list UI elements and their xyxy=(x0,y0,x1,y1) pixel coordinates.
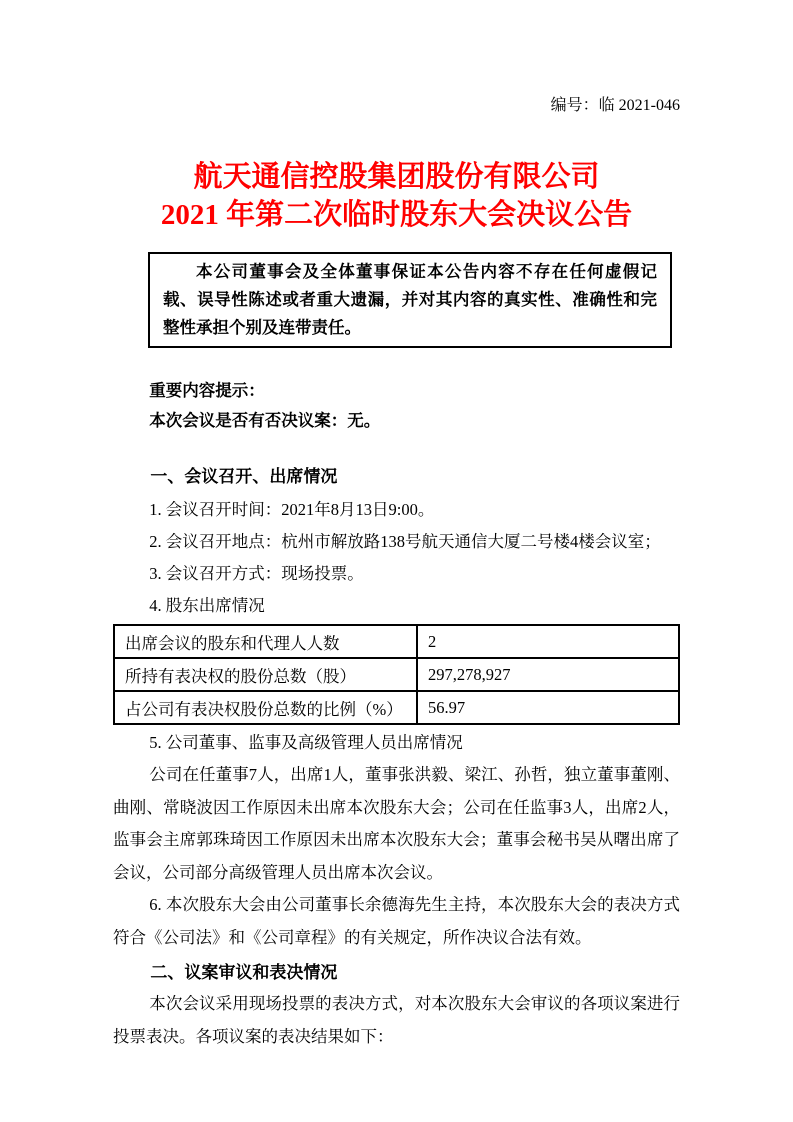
important-notice-heading: 重要内容提示： xyxy=(149,382,265,400)
voting-ratio-label: 占公司有表决权股份总数的比例（%） xyxy=(114,691,417,724)
doc-number: 编号：临 2021-046 xyxy=(550,97,680,114)
voting-shares-label: 所持有表决权的股份总数（股） xyxy=(114,658,417,691)
meeting-location-line: 2. 会议召开地点：杭州市解放路138号航天通信大厦二号楼4楼会议室； xyxy=(149,532,661,551)
important-notice xyxy=(113,376,680,436)
section-1-heading: 一、会议召开、出席情况 xyxy=(150,467,338,486)
meeting-method-line: 3. 会议召开方式：现场投票。 xyxy=(149,564,364,583)
directors-attendance-heading: 5. 公司董事、监事及高级管理人员出席情况 xyxy=(149,733,463,752)
shareholder-attendance-line: 4. 股东出席情况 xyxy=(149,596,265,615)
disclaimer-text: 本公司董事会及全体董事保证本公告内容不存在任何虚假记载、误导性陈述或者重大遗漏，并对其内容的真实性、准确性和完整性承担个别及连带责任。 xyxy=(163,263,657,337)
meeting-chair-paragraph: 6. 本次股东大会由公司董事长余德海先生主持，本次股东大会的表决方式符合《公司法》和《公司章程》的有关规定，所作决议合法有效。 xyxy=(113,895,680,947)
directors-attendance-detail: 公司在任董事7人，出席1人，董事张洪毅、梁江、孙哲，独立董事董刚、曲刚、常晓波因工作原因未出席本次股东大会；公司在任监事3人，出席2人，监事会主席郭珠琦因工作原因未出席本次股东大会；董事会秘书吴从曙出席了会议，公司部分高级管理人员出席本次会议。 xyxy=(113,765,680,882)
table-row xyxy=(114,625,679,658)
table-row xyxy=(114,691,679,724)
page-title xyxy=(113,158,680,234)
section-2-heading: 二、议案审议和表决情况 xyxy=(150,963,338,982)
veto-status-line: 本次会议是否有否决议案：无。 xyxy=(149,412,381,430)
title-line-meeting: 2021 年第二次临时股东大会决议公告 xyxy=(160,199,633,231)
attendee-count-label: 出席会议的股东和代理人人数 xyxy=(114,625,417,658)
attendee-count-value: 2 xyxy=(417,625,679,658)
voting-method-paragraph: 本次会议采用现场投票的表决方式，对本次股东大会审议的各项议案进行投票表决。各项议案的表决结果如下： xyxy=(113,994,680,1046)
meeting-time-line: 1. 会议召开时间：2021年8月13日9:00。 xyxy=(149,500,435,519)
table-row xyxy=(114,658,679,691)
disclaimer-box xyxy=(148,252,672,348)
title-line-company: 航天通信控股集团股份有限公司 xyxy=(193,161,600,193)
attendance-table xyxy=(113,624,680,725)
voting-ratio-value: 56.97 xyxy=(417,691,679,724)
voting-shares-value: 297,278,927 xyxy=(417,658,679,691)
